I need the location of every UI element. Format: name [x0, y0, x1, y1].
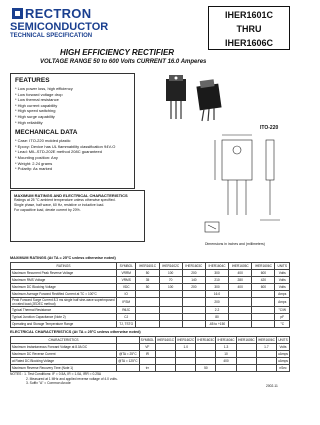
table-cell	[252, 321, 275, 328]
column-header: IHER1605C	[229, 263, 252, 270]
table-cell: Maximum Recurrent Peak Reverse Voltage	[11, 270, 117, 277]
table-row	[11, 351, 290, 358]
table-cell: 400	[229, 270, 252, 277]
note-line: 2. Measured at 1 MHz and applied reverse voltage of 4.0 volts.	[26, 376, 118, 381]
table-cell: 140	[182, 277, 205, 284]
to220-package-left	[166, 75, 186, 119]
table-row	[11, 291, 290, 298]
table-cell	[176, 358, 196, 365]
table-row	[11, 277, 290, 284]
table-cell: Typical Junction Capacitance (Note 2)	[11, 314, 117, 321]
table-cell: -65 to +150	[205, 321, 228, 328]
table-cell	[136, 314, 159, 321]
max-ratings-line: Single phase, half wave, 60 Hz, resistive or inductive load.	[14, 203, 105, 207]
table-cell	[236, 344, 256, 351]
table-cell	[229, 298, 252, 307]
table-cell	[176, 351, 196, 358]
table-cell	[176, 365, 196, 372]
elec-table-title: ELECTRICAL CHARACTERISTICS (At TA = 25°C unless otherwise noted)	[10, 330, 141, 334]
column-header: UNITS	[275, 263, 290, 270]
part-number-box	[208, 6, 290, 50]
table-cell	[196, 344, 216, 351]
table-cell	[136, 298, 159, 307]
max-ratings-heading: MAXIMUM RATINGS AND ELECTRICAL CHARACTERISTICS	[14, 193, 128, 198]
features-heading: FEATURES	[15, 77, 50, 84]
column-header: IHER1601C	[136, 263, 159, 270]
table-cell: VDC	[117, 284, 136, 291]
table-cell	[182, 321, 205, 328]
ratings-table-title: MAXIMUM RATINGS (At TA = 25°C unless otherwise noted)	[10, 256, 116, 260]
table-cell: @TA = 125°C	[118, 359, 138, 363]
elec-header-row	[11, 337, 290, 344]
table-cell: Volts	[275, 277, 290, 284]
table-cell	[156, 358, 176, 365]
part-line-2: THRU	[236, 24, 262, 34]
table-row	[11, 344, 290, 351]
table-cell: 420	[252, 277, 275, 284]
column-header: UNITS	[278, 338, 288, 342]
table-cell: Volts	[275, 270, 290, 277]
elec-body	[11, 344, 290, 372]
table-row	[11, 270, 290, 277]
table-cell	[156, 365, 176, 372]
column-header: IHER1604C	[217, 338, 235, 342]
ratings-body	[11, 270, 290, 328]
part-line-1: IHER1601C	[224, 10, 274, 20]
table-cell: 70	[159, 277, 182, 284]
table-cell: Maximum DC Blocking Voltage	[11, 284, 117, 291]
table-cell: 50	[196, 365, 216, 372]
feature-item: * Low forward voltage drop	[15, 91, 63, 97]
mech-item: * Polarity: As marked	[15, 166, 53, 172]
table-cell: Operating and Storage Temperature Range	[11, 321, 117, 328]
table-cell	[229, 314, 252, 321]
table-cell: RθJC	[117, 307, 136, 314]
table-cell: IO	[117, 291, 136, 298]
column-header: IHER1606C	[257, 338, 275, 342]
table-cell: 50	[136, 270, 159, 277]
table-cell: TJ, TSTG	[117, 321, 136, 328]
page-title: HIGH EFFICIENCY RECTIFIER	[60, 48, 175, 57]
table-cell: 280	[229, 277, 252, 284]
table-cell	[252, 307, 275, 314]
mech-item: * Case: ITO-220 molded plastic	[15, 138, 71, 144]
table-cell: 100	[159, 284, 182, 291]
table-cell: trr	[139, 365, 155, 372]
table-cell: 200	[182, 270, 205, 277]
table-cell	[156, 351, 176, 358]
table-cell: CJ	[117, 314, 136, 321]
mech-item: * Epoxy: Device has UL flammability classification 94V-O	[15, 143, 116, 149]
table-cell: Maximum Average Forward Rectified Current at TC = 100°C	[11, 291, 117, 298]
table-cell: VF	[139, 344, 155, 351]
column-header: CHARACTERISTICS	[11, 337, 117, 344]
table-cell	[159, 307, 182, 314]
table-cell: °C	[275, 321, 290, 328]
note-line: 3. Suffix "A" = Common Anode	[26, 381, 71, 385]
table-cell	[256, 351, 276, 358]
table-cell	[252, 298, 275, 307]
table-cell: 400	[216, 358, 236, 365]
column-header: IHER1601C	[157, 338, 175, 342]
table-cell: Maximum RMS Voltage	[11, 277, 117, 284]
table-row	[11, 314, 290, 321]
table-cell	[182, 298, 205, 307]
table-cell: 1.0	[176, 344, 196, 351]
table-cell: Maximum DC Reverse Current	[11, 351, 117, 358]
mech-item: * Lead: MIL-STD-202E method 208C guaranteed	[15, 149, 102, 155]
max-ratings-line: Ratings at 25 °C ambient temperature unless otherwise specified.	[14, 198, 116, 202]
table-cell	[182, 314, 205, 321]
table-cell: 1.7	[256, 344, 276, 351]
table-cell: 400	[229, 284, 252, 291]
table-cell: IFSM	[117, 298, 136, 307]
table-row	[11, 358, 290, 365]
table-row	[11, 298, 290, 307]
table-cell: 600	[252, 284, 275, 291]
semiconductor-label: SEMICONDUCTOR	[10, 21, 109, 33]
max-ratings-box	[10, 190, 145, 242]
table-cell	[159, 321, 182, 328]
table-cell: 100	[159, 270, 182, 277]
table-cell	[182, 291, 205, 298]
feature-item: * High reliability	[15, 119, 43, 125]
table-cell	[252, 314, 275, 321]
column-header: IHER1602C	[159, 263, 182, 270]
table-cell: 600	[252, 270, 275, 277]
column-header: IHER1604C	[205, 263, 228, 270]
table-cell	[182, 307, 205, 314]
table-cell	[136, 321, 159, 328]
table-cell	[156, 344, 176, 351]
table-cell: 35	[136, 277, 159, 284]
table-cell: Amps	[275, 291, 290, 298]
table-cell: 300	[205, 270, 228, 277]
table-row	[11, 284, 290, 291]
table-cell: °C/W	[275, 307, 290, 314]
feature-item: * High surge capability	[15, 113, 55, 119]
max-ratings-line: For capacitive load, derate current by 20%.	[14, 208, 81, 212]
table-cell: Typical Thermal Resistance	[11, 307, 117, 314]
doc-code: 2002-11	[266, 384, 278, 388]
table-cell: uAmps	[278, 352, 288, 356]
table-cell	[117, 365, 140, 372]
mechanical-heading: MECHANICAL DATA	[15, 129, 78, 137]
table-cell	[196, 358, 216, 365]
tech-spec-label: TECHNICAL SPECIFICATION	[10, 33, 93, 39]
package-label: ITO-220	[260, 125, 279, 131]
column-header: SYMBOL	[117, 263, 136, 270]
note-line: NOTES : 1. Test Conditions: IF = 0.5A, IR = 1.0A, IRR = 0.25A	[10, 372, 102, 376]
table-cell: 1.3	[216, 344, 236, 351]
page-subtitle: VOLTAGE RANGE 50 to 600 Volts CURRENT 16.0 Amperes	[40, 59, 207, 65]
column-header: IHER1605C	[237, 338, 255, 342]
brand-name: RECTRON	[25, 6, 92, 21]
column-header: IHER1602C	[177, 338, 195, 342]
feature-item: * Low power loss, high efficiency	[15, 86, 73, 91]
table-cell: 10	[216, 351, 236, 358]
part-line-3: IHER1606C	[224, 38, 274, 48]
table-cell: pF	[275, 314, 290, 321]
table-cell: VRMS	[117, 277, 136, 284]
table-row	[11, 365, 290, 372]
table-cell	[229, 321, 252, 328]
table-cell	[229, 291, 252, 298]
table-row	[11, 307, 290, 314]
table-cell: Maximum Reverse Recovery Time (Note 1)	[11, 365, 117, 372]
table-cell	[159, 291, 182, 298]
table-cell: @TA = 25°C	[117, 351, 140, 358]
table-cell	[136, 307, 159, 314]
table-cell	[196, 351, 216, 358]
table-cell: 80	[205, 314, 228, 321]
table-cell	[236, 358, 256, 365]
table-cell	[256, 365, 276, 372]
dimension-drawing	[200, 130, 293, 240]
table-cell	[159, 298, 182, 307]
column-header: SYMBOL	[140, 338, 154, 342]
feature-item: * High speed switching	[15, 108, 56, 114]
table-cell	[252, 291, 275, 298]
table-cell: Peak Forward Surge Current 8.3 ms single half sine-wave superimposed on rated load (JEDEC method)	[12, 298, 115, 306]
feature-item: * High current capability	[15, 102, 58, 108]
table-cell: 300	[205, 284, 228, 291]
table-cell	[236, 351, 256, 358]
table-cell: 200	[182, 284, 205, 291]
table-cell: 210	[205, 277, 228, 284]
rectron-logo-icon	[12, 8, 23, 19]
table-cell	[236, 365, 256, 372]
table-cell: 2.2	[205, 307, 228, 314]
table-cell: nSec	[276, 365, 289, 372]
table-cell: uAmps	[278, 359, 288, 363]
elec-table	[10, 336, 290, 372]
column-header: IHER1603C	[182, 263, 205, 270]
column-header: RATINGS	[11, 263, 117, 270]
table-cell	[117, 344, 140, 351]
mech-item: * Mounting position: Any	[15, 154, 58, 160]
features-box	[10, 73, 135, 189]
table-cell	[229, 307, 252, 314]
column-header: IHER1603C	[197, 338, 215, 342]
table-cell: Volts	[276, 344, 289, 351]
ratings-header-row	[11, 263, 290, 270]
table-cell: IR	[139, 351, 155, 358]
dimension-note: Dimensions in inches and (millimeters)	[205, 242, 265, 246]
table-cell	[139, 358, 155, 365]
table-cell: 50	[136, 284, 159, 291]
table-cell	[159, 314, 182, 321]
mech-item: * Weight: 2.24 grams	[15, 160, 53, 166]
ratings-table	[10, 262, 290, 328]
table-cell: 16.0	[205, 291, 228, 298]
table-cell	[136, 291, 159, 298]
to220-package-right	[196, 79, 221, 121]
table-cell: VRRM	[117, 270, 136, 277]
table-cell: Maximum Instantaneous Forward Voltage at 8.0A DC	[11, 344, 117, 351]
table-cell	[216, 365, 236, 372]
package-photo	[160, 75, 230, 123]
feature-item: * Low thermal resistance	[15, 97, 59, 103]
table-cell: 200	[205, 298, 228, 307]
table-cell: at Rated DC Blocking Voltage	[11, 358, 117, 365]
column-header: IHER1606C	[252, 263, 275, 270]
table-cell	[256, 358, 276, 365]
table-cell: Volts	[275, 284, 290, 291]
table-row	[11, 321, 290, 328]
column-header	[117, 337, 140, 344]
table-cell: Amps	[275, 298, 290, 307]
notes	[10, 372, 250, 386]
